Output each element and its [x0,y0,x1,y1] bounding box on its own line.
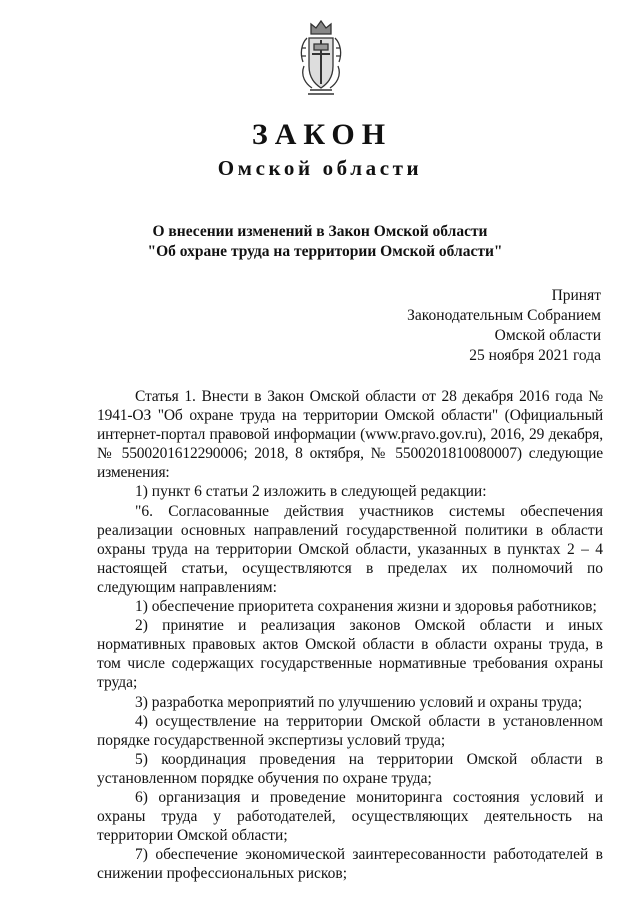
law-subject-line-1: О внесении изменений в Закон Омской области [152,223,488,240]
adopted-by-region: Омской области [494,327,601,344]
region-heading: Омской области [217,156,423,180]
law-body [97,387,603,883]
direction-item-7: 7) обеспечение экономической заинтересованности работодателей в снижении профессиональных рисков; [97,846,603,883]
adopted-label: Принят [551,287,601,304]
amendment-item-1: 1) пункт 6 статьи 2 изложить в следующей редакции: [135,483,487,501]
direction-item-3: 3) разработка мероприятий по улучшению условий и охраны труда; [135,693,583,711]
direction-item-1: 1) обеспечение приоритета сохранения жизни и здоровья работников; [135,598,597,616]
law-subject-line-2: "Об охране труда на территории Омской области" [147,243,503,260]
direction-item-5: 5) координация проведения на территории Омской области в установленном порядке обучения по охране труда; [97,750,603,787]
article-1-paragraph: Статья 1. Внести в Закон Омской области от 28 декабря 2016 года № 1941-ОЗ "Об охране труда на территории Омской области" (Официальный интернет-портал правовой информации (www.pravo.gov.ru), 2016, 29 декабря, № 5500201612290006; 2018, 8 октября, № 5500201810080007) следующие изменения: [97,388,603,482]
adoption-date: 25 ноября 2021 года [469,347,601,364]
clause-6-text: "6. Согласованные действия участников системы обеспечения реализации основных направлений государственной политики в области охраны труда на территории Омской области, указанных в пунктах 2 – 4 настоящей статьи, осуществляются в пределах их полномочий по следующим направлениям: [97,502,603,596]
adopted-by: Законодательным Собранием [407,307,601,324]
document-type-heading: ЗАКОН [251,118,393,151]
direction-item-4: 4) осуществление на территории Омской области в установленном порядке государственной экспертизы условий труда; [97,712,603,749]
coat-of-arms-emblem [298,18,344,98]
adoption-block [407,286,601,366]
direction-item-6: 6) организация и проведение мониторинга состояния условий и охраны труда у работодателей, осуществляющих деятельность на территории Омской области; [97,788,603,845]
direction-item-2: 2) принятие и реализация законов Омской области и иных нормативных правовых актов Омской области в области охраны труда, в том числе содержащих государственные нормативные требования охраны труда; [97,617,603,692]
